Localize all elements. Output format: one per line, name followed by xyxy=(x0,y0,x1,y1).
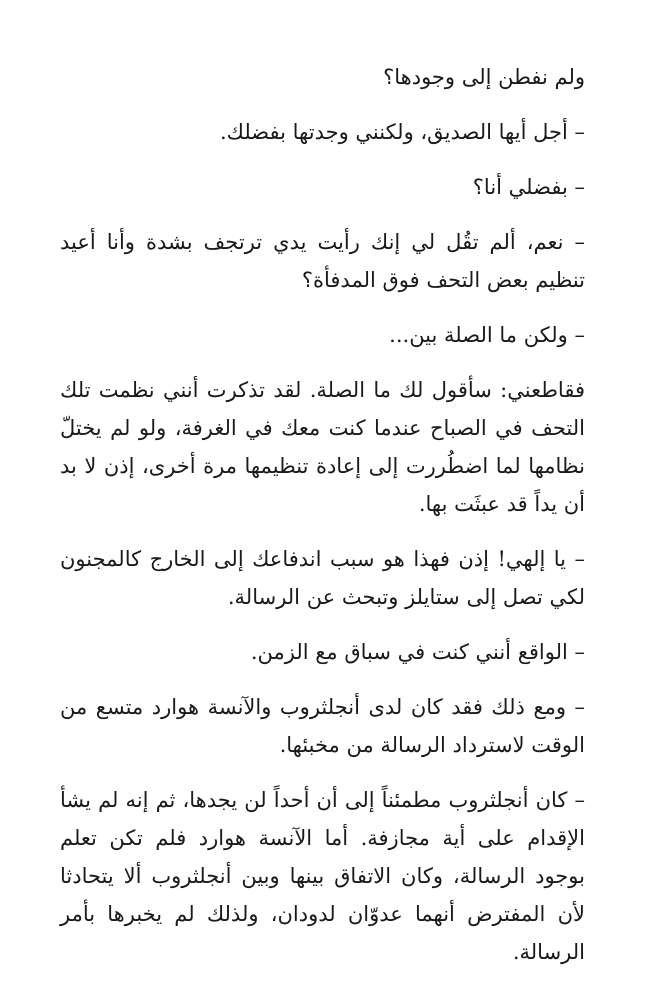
paragraph-9: – ومع ذلك فقد كان لدى أنجلثروب والآنسة هوارد متسع من الوقت لاسترداد الرسالة من مخبئها. xyxy=(60,695,585,757)
paragraph-5: – ولكن ما الصلة بين... xyxy=(389,323,585,347)
paragraph-10: – كان أنجلثروب مطمئناً إلى أن أحداً لن يجدها، ثم إنه لم يشأ الإقدام على أية مجازفة. أما الآنسة هوارد فلم تكن تعلم بوجود الرسالة، وكان الاتفاق بينها وبين أنجلثروب ألا يتحادثا لأن المفترض أنهما عدوّان لدودان، ولذلك لم يخبرها بأمر الرسالة. xyxy=(60,788,585,964)
paragraph-2: – أجل أيها الصديق، ولكنني وجدتها بفضلك. xyxy=(219,120,585,144)
paragraph-7: – يا إلهي! إذن فهذا هو سبب اندفاعك إلى الخارج كالمجنون لكي تصل إلى ستايلز وتبحث عن الرسالة. xyxy=(60,547,585,609)
book-page xyxy=(60,58,585,988)
paragraph-8: – الواقع أنني كنت في سباق مع الزمن. xyxy=(250,640,585,664)
paragraph-6: فقاطعني: سأقول لك ما الصلة. لقد تذكرت أنني نظمت تلك التحف في الصباح عندما كنت معك في الغرفة، ولو لم يختلّ نظامها لما اضطُررت إلى إعادة تنظيمها مرة أخرى، إذن لا بد أن يداً قد عبثَت بها. xyxy=(60,378,585,516)
paragraph-3: – بفضلي أنا؟ xyxy=(472,175,585,199)
paragraph-4: – نعم، ألم تقُل لي إنك رأيت يدي ترتجف بشدة وأنا أعيد تنظيم بعض التحف فوق المدفأة؟ xyxy=(60,230,585,292)
paragraph-1: ولم نفطن إلى وجودها؟ xyxy=(383,65,585,89)
